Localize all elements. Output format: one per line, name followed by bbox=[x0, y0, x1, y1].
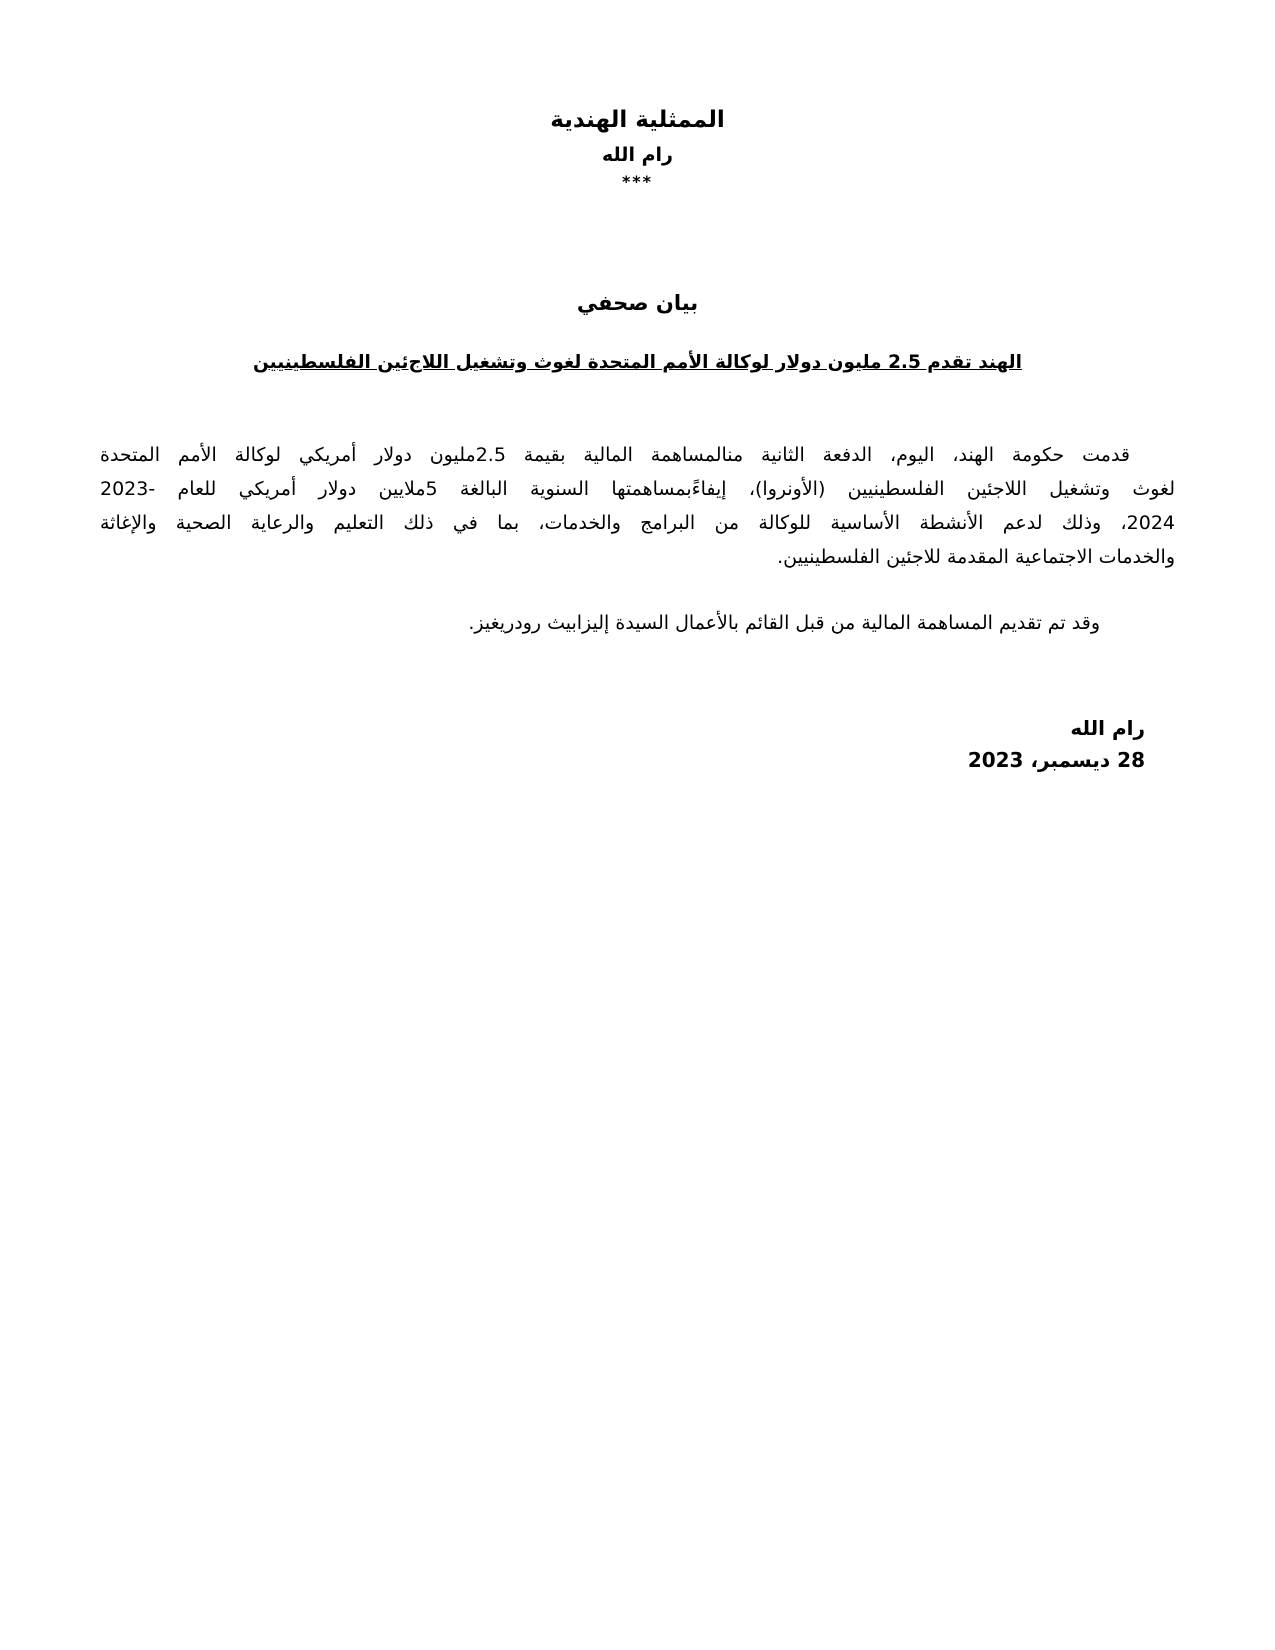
paragraph-line: قدمت حكومة الهند، اليوم، الدفعة الثانية منالمساهمة المالية بقيمة 2.5مليون دولار أمريكي لوكالة الأمم المتحدة bbox=[100, 444, 1130, 466]
paragraph-line: والخدمات الاجتماعية المقدمة للاجئين الفلسطينيين. bbox=[777, 546, 1175, 568]
signoff-date: 28 ديسمبر، 2023 bbox=[967, 748, 1145, 772]
separator-stars: *** bbox=[621, 172, 654, 191]
press-release-label: بيان صحفي bbox=[576, 291, 699, 315]
paragraph-line: 2024، وذلك لدعم الأنشطة الأساسية للوكالة من البرامج والخدمات، بما في ذلك التعليم والرعاية الصحية والإغاثة bbox=[100, 512, 1175, 534]
paragraph-line: لغوث وتشغيل اللاجئين الفلسطينيين (الأونروا)، إيفاءًبمساهمتها السنوية البالغة 5ملايين دولار أمريكي للعام -2023 bbox=[100, 478, 1175, 500]
letterhead-location: رام الله bbox=[602, 144, 673, 166]
organization-name: الممثلية الهندية bbox=[550, 107, 725, 133]
closing-paragraph: وقد تم تقديم المساهمة المالية من قبل القائم بالأعمال السيدة إليزابيث رودريغيز. bbox=[468, 612, 1100, 634]
letterhead bbox=[0, 100, 1275, 194]
signoff-location: رام الله bbox=[1070, 716, 1145, 740]
body-paragraph bbox=[100, 438, 1175, 574]
document-title: الهند تقدم 2.5 مليون دولار لوكالة الأمم المتحدة لغوث وتشغيل اللاج‌ئين الفلسطينيين bbox=[253, 352, 1022, 373]
signoff bbox=[100, 712, 1175, 776]
